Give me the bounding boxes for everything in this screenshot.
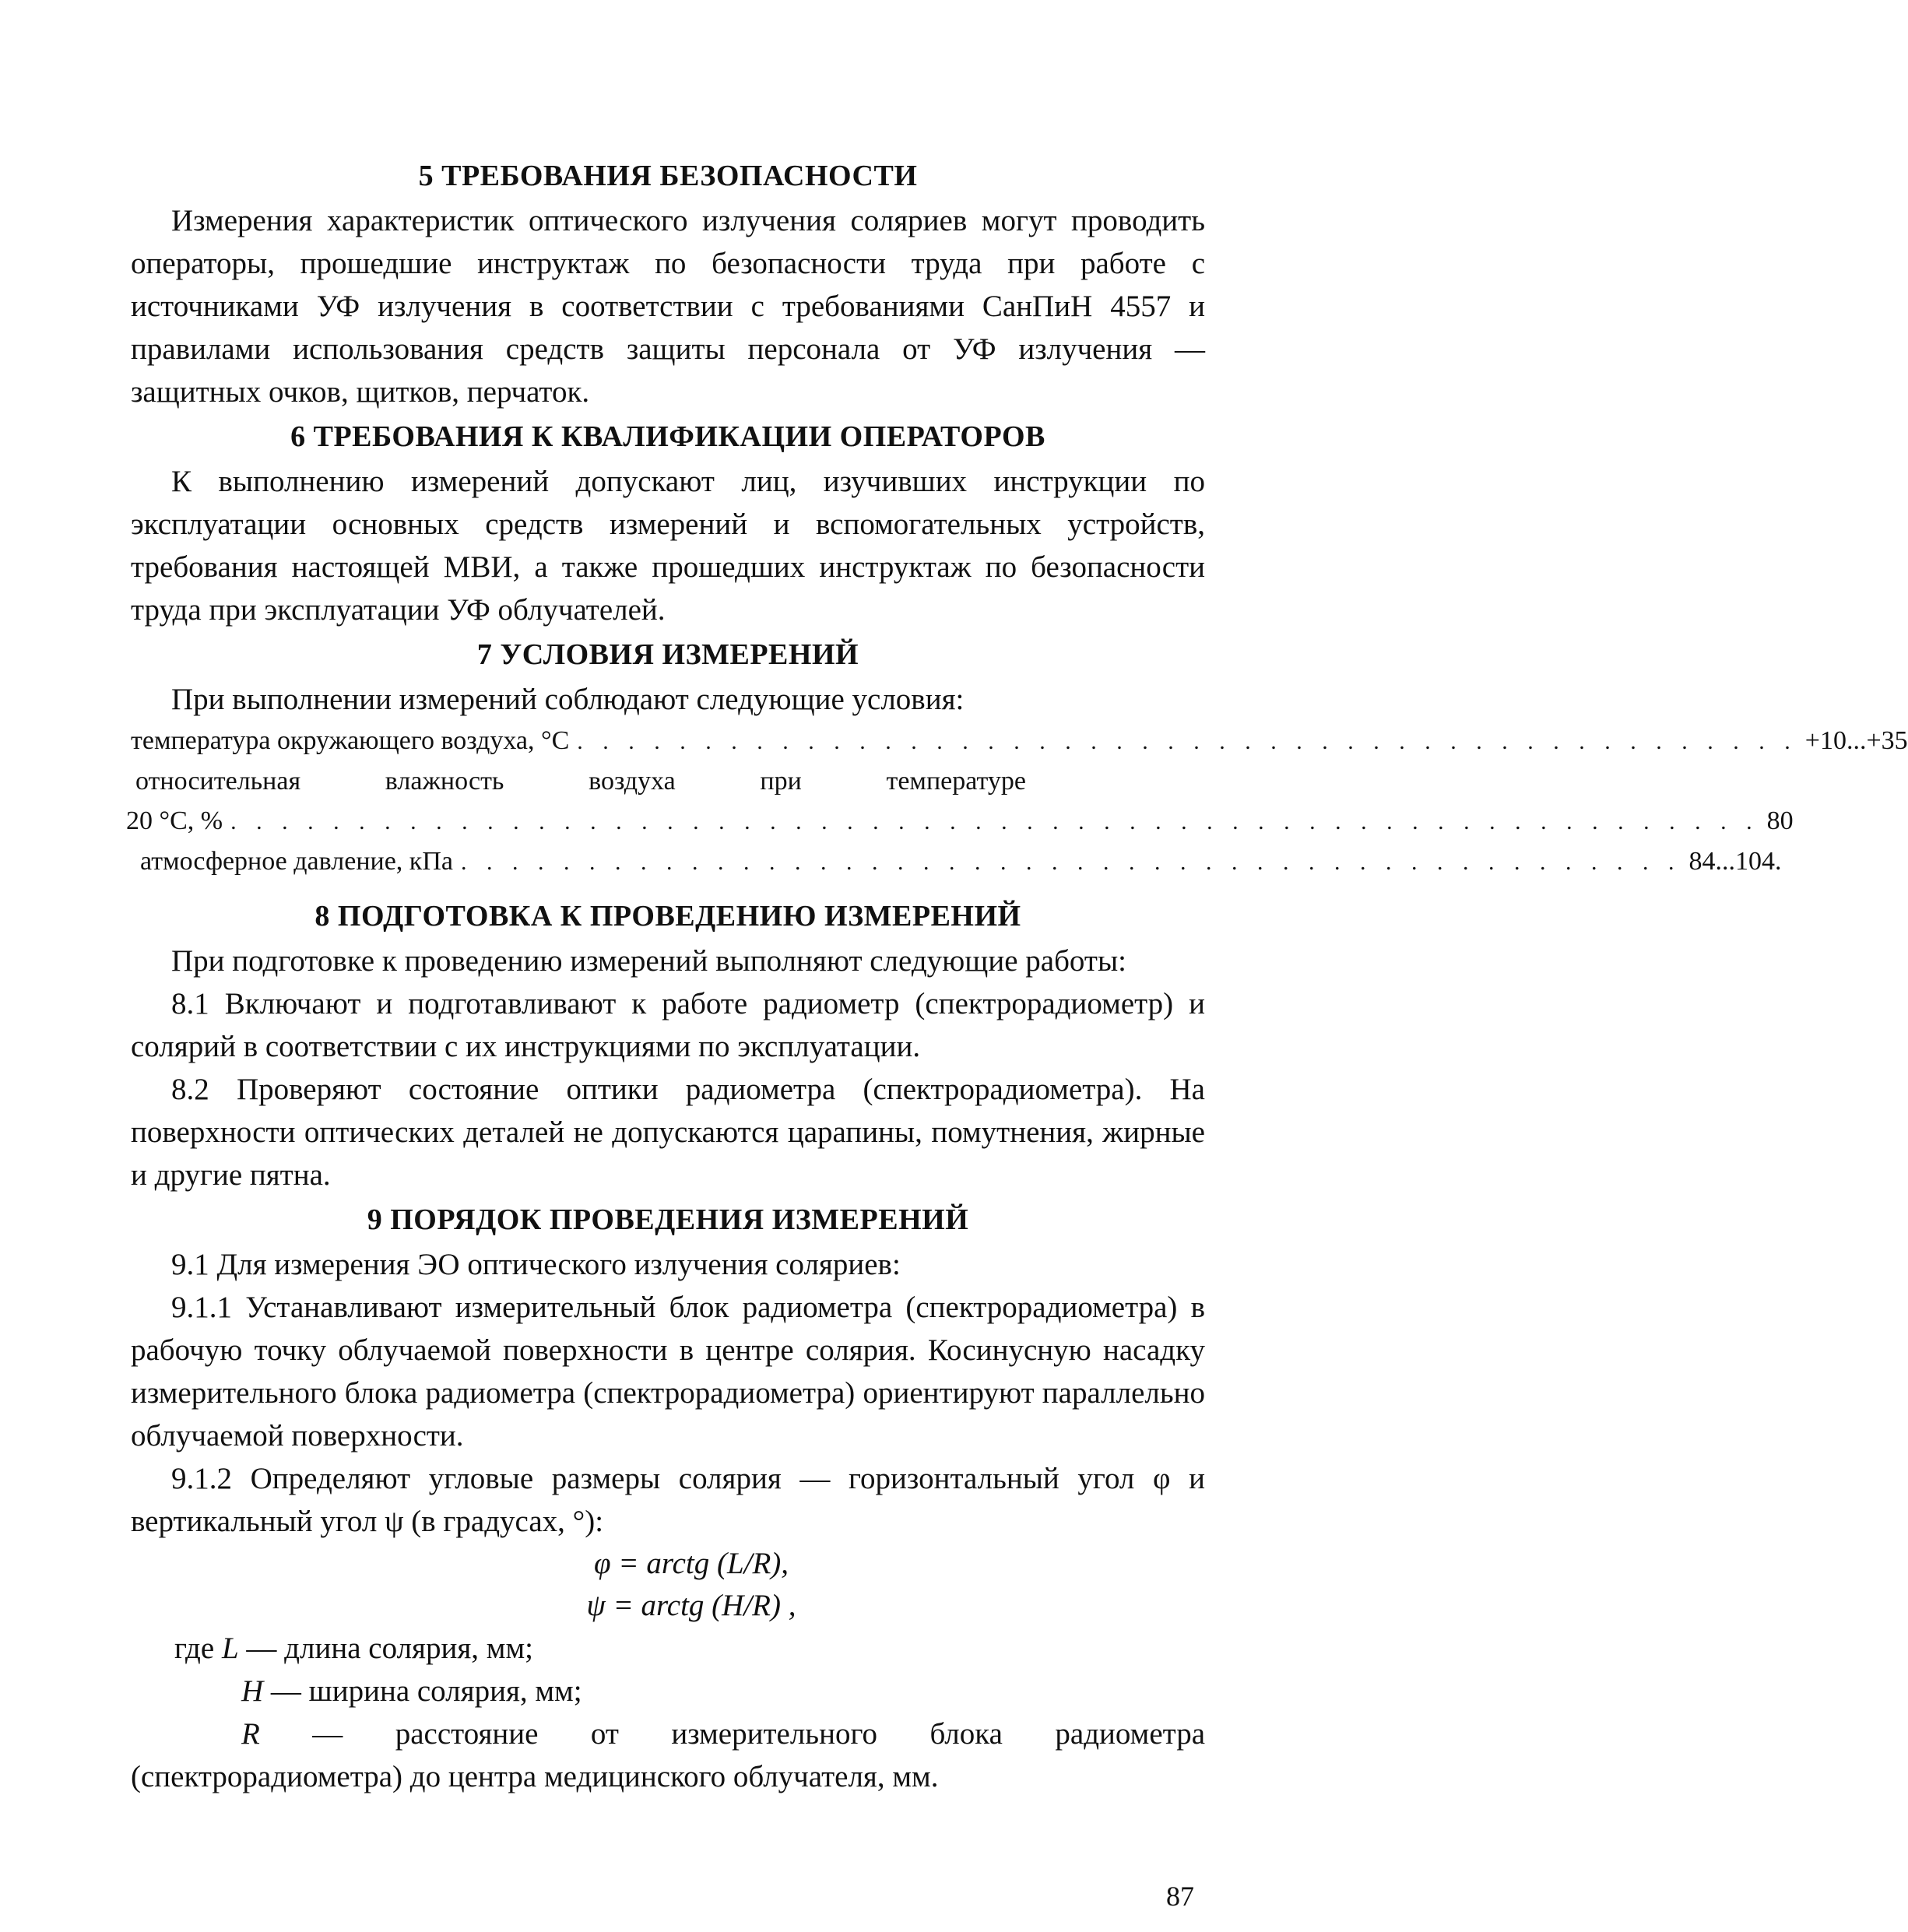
formula-psi: ψ = arctg (H/R) , [586, 1589, 796, 1622]
item-8-1: 8.1 Включают и подготавливают к работе радиометр (спектрорадиометр) и солярий в соответствии с их инструкциями по эксплуатации. [131, 987, 1205, 1063]
section-9-title: 9 ПОРЯДОК ПРОВЕДЕНИЯ ИЗМЕРЕНИЙ [367, 1203, 969, 1236]
condition-temperature [131, 721, 1908, 761]
word: температуре [886, 767, 1026, 796]
condition-label: 20 °С, % [126, 806, 223, 835]
condition-value: +10...+35 [1804, 726, 1908, 755]
condition-humidity [126, 801, 1794, 841]
variable-definitions [131, 1627, 1205, 1712]
where-word: где [174, 1632, 215, 1665]
item-9-1-1: 9.1.1 Устанавливают измерительный блок радиометра (спектрорадиометра) в рабочую точку облучаемой поверхности в центре солярия. Косинусную насадку измерительного блока радиометра (спектрорадиометра) ориентируют параллельно облучаемой поверхности. [131, 1291, 1205, 1453]
definition-text: — длина солярия, мм; [238, 1632, 533, 1665]
condition-label: температура окружающего воздуха, °С [131, 726, 570, 755]
definition-text: — ширина солярия, мм; [263, 1674, 582, 1708]
definition-H [174, 1670, 1205, 1712]
item-8-2: 8.2 Проверяют состояние оптики радиометра (спектрорадиометра). На поверхности оптических деталей не допускаются царапины, помутнения, жирные и другие пятна. [131, 1073, 1205, 1192]
symbol-L: L [221, 1632, 239, 1665]
section-8-title: 8 ПОДГОТОВКА К ПРОВЕДЕНИЮ ИЗМЕРЕНИЙ [314, 900, 1021, 933]
page-content [126, 153, 1908, 1798]
section-7-title: 7 УСЛОВИЯ ИЗМЕРЕНИЙ [476, 638, 859, 671]
definition-text: — расстояние от измерительного блока радиометра (спектрорадиометра) до центра медицинского облучателя, мм. [131, 1717, 1205, 1793]
condition-value: 80 [1766, 806, 1794, 835]
leader-dots: . . . . . . . . . . . . . . . . . . . . . . . . . . . . . . . . . . . . . . . . . . . . . . . . [577, 729, 1797, 754]
section-8-intro: При подготовке к проведению измерений выполняют следующие работы: [171, 944, 1126, 978]
condition-value: 84...104. [1688, 847, 1782, 876]
word: влажность [385, 767, 504, 796]
section-5-title: 5 ТРЕБОВАНИЯ БЕЗОПАСНОСТИ [418, 160, 918, 192]
formula-phi: φ = arctg (L/R), [593, 1547, 789, 1580]
leader-dots: . . . . . . . . . . . . . . . . . . . . . . . . . . . . . . . . . . . . . . . . . . . . . . . . . . . . . . . . . . . . [230, 809, 1759, 834]
word: воздуха [589, 767, 676, 796]
conditions-list [126, 721, 1908, 882]
condition-humidity-line1 [131, 761, 1205, 801]
word: относительная [135, 767, 301, 796]
leader-dots: . . . . . . . . . . . . . . . . . . . . . . . . . . . . . . . . . . . . . . . . . . . . . . . . [460, 849, 1681, 875]
condition-label: атмосферное давление, кПа [140, 847, 453, 876]
section-6-title: 6 ТРЕБОВАНИЯ К КВАЛИФИКАЦИИ ОПЕРАТОРОВ [290, 420, 1045, 453]
item-9-1: 9.1 Для измерения ЭО оптического излучения соляриев: [171, 1248, 901, 1281]
symbol-H: H [241, 1674, 264, 1708]
section-7-intro: При выполнении измерений соблюдают следующие условия: [171, 683, 965, 716]
section-6-text: К выполнению измерений допускают лиц, изучивших инструкции по эксплуатации основных средств измерений и вспомогательных устройств, требования настоящей МВИ, а также прошедших инструктаж по безопасности труда при эксплуатации УФ облучателей. [131, 465, 1205, 627]
section-5-text: Измерения характеристик оптического излучения соляриев могут проводить операторы, прошедшие инструктаж по безопасности труда при работе с источниками УФ излучения в соответствии с требованиями СанПиН 4557 и правилами использования средств защиты персонала от УФ излучения — защитных очков, щитков, перчаток. [131, 204, 1205, 409]
symbol-R: R [241, 1717, 260, 1751]
page-number: 87 [1166, 1881, 1194, 1912]
item-9-1-2: 9.1.2 Определяют угловые размеры солярия — горизонтальный угол φ и вертикальный угол ψ (в градусах, °): [131, 1462, 1205, 1538]
definition-L [174, 1627, 1205, 1670]
definition-R [131, 1712, 1205, 1798]
word: при [760, 767, 802, 796]
condition-pressure [131, 841, 1782, 882]
